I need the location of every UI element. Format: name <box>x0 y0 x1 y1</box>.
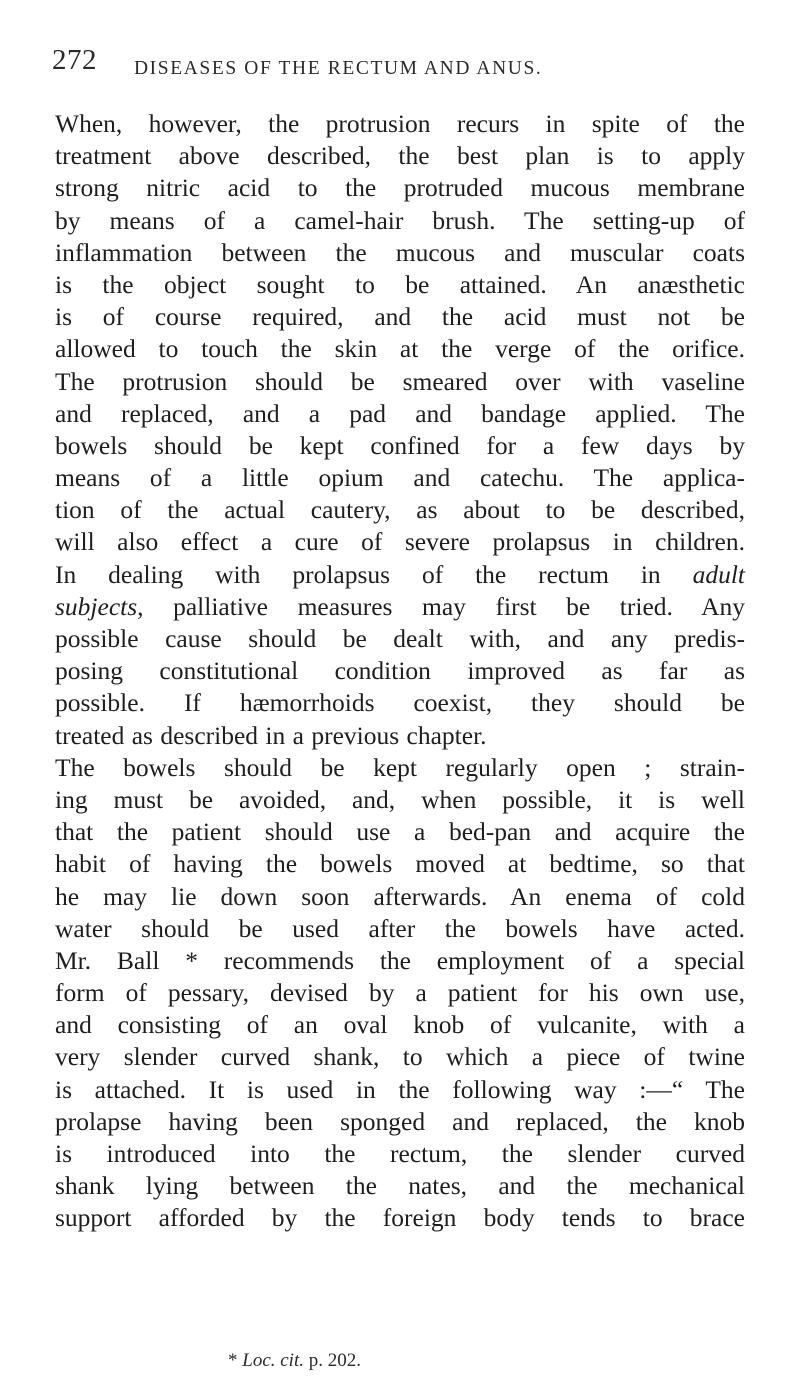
text-line: very slender curved shank, to which a piece of twine <box>55 1042 745 1072</box>
text-run: In dealing with prolapsus of the rectum in <box>55 559 693 589</box>
italic-run: subjects <box>55 591 138 621</box>
footnote-citation: Loc. cit. <box>242 1350 304 1371</box>
text-line: means of a little opium and catechu. The applica- <box>55 463 745 493</box>
footnote-page: p. 202. <box>308 1350 361 1371</box>
text-line: form of pessary, devised by a patient for his own use, <box>55 978 745 1008</box>
text-line: is of course required, and the acid must not be <box>55 302 745 332</box>
text-line: support afforded by the foreign body tends to brace <box>55 1203 745 1233</box>
text-line: allowed to touch the skin at the verge of the orifice. <box>55 334 745 364</box>
text-line: posing constitutional condition improved as far as <box>55 656 745 686</box>
text-line: strong nitric acid to the protruded mucous membrane <box>55 173 745 203</box>
page-number: 272 <box>52 44 97 76</box>
text-line: by means of a camel-hair brush. The setting-up of <box>55 205 745 235</box>
text-line: possible. If hæmorrhoids coexist, they should be <box>55 688 745 718</box>
text-line: bowels should be kept confined for a few days by <box>55 430 745 460</box>
text-line: is introduced into the rectum, the slender curved <box>55 1139 745 1168</box>
text-line: will also effect a cure of severe prolapsus in children. <box>55 527 745 557</box>
footnote-marker: * <box>228 1350 238 1371</box>
text-line: prolapse having been sponged and replaced, the knob <box>55 1106 745 1136</box>
text-line: and consisting of an oval knob of vulcanite, with a <box>55 1010 745 1040</box>
italic-run: adult <box>692 559 745 589</box>
text-line: is the object sought to be attained. An anæsthetic <box>55 269 745 299</box>
text-line: ing must be avoided, and, when possible, it is well <box>55 784 745 814</box>
text-line: When, however, the protrusion recurs in spite of the <box>55 109 745 138</box>
footnote <box>228 1350 361 1372</box>
text-line: shank lying between the nates, and the mechanical <box>55 1171 745 1201</box>
text-line: inflammation between the mucous and muscular coats <box>55 237 745 267</box>
text-line: that the patient should use a bed-pan and acquire the <box>55 817 745 847</box>
text-line: treatment above described, the best plan is to apply <box>55 141 745 171</box>
text-line: Mr. Ball * recommends the employment of a special <box>55 945 745 975</box>
text-line: water should be used after the bowels have acted. <box>55 913 745 943</box>
text-line-mixed <box>55 591 745 623</box>
text-line: The bowels should be kept regularly open ; strain- <box>55 752 745 782</box>
running-head: DISEASES OF THE RECTUM AND ANUS. <box>134 58 543 79</box>
text-line-mixed <box>55 559 745 591</box>
text-line: and replaced, and a pad and bandage applied. The <box>55 398 745 428</box>
text-line: is attached. It is used in the following way :—“ The <box>55 1074 745 1104</box>
text-line: habit of having the bowels moved at bedtime, so that <box>55 849 745 879</box>
text-line: possible cause should be dealt with, and any predis- <box>55 624 745 653</box>
text-line: tion of the actual cautery, as about to be described, <box>55 495 745 525</box>
text-line: he may lie down soon afterwards. An enema of cold <box>55 881 745 911</box>
text-line: The protrusion should be smeared over with vaseline <box>55 366 745 396</box>
body-text <box>55 108 745 1235</box>
text-run: , palliative measures may first be tried. Any <box>137 591 745 621</box>
text-line: treated as described in a previous chapter. <box>55 720 487 750</box>
